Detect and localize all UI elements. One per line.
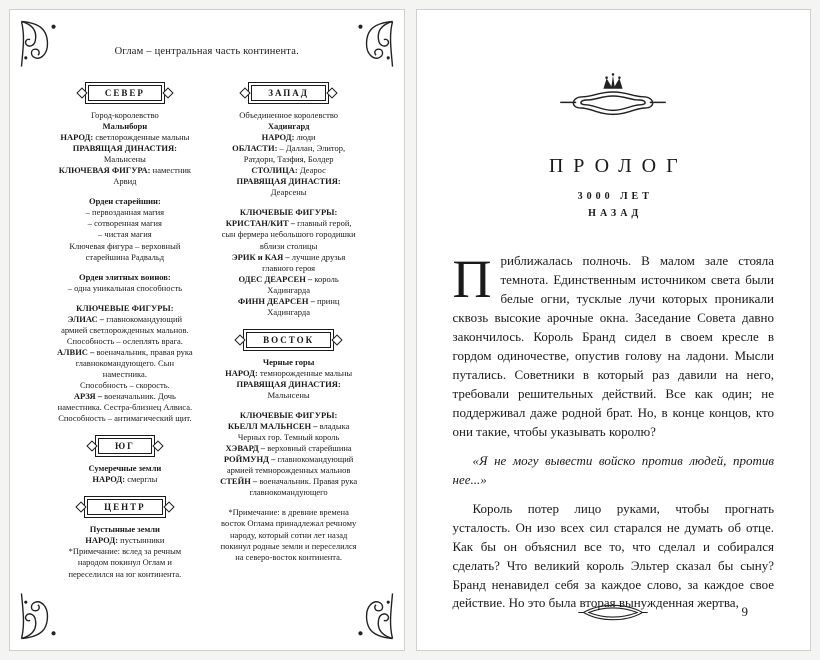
legend-paragraph: *Примечание: в древние времена восток Оглама принадлежал речному народу, который сотни лет назад покинул родные земли и переселился на северо-восток континента. <box>220 507 357 562</box>
page-number: 9 <box>741 604 748 619</box>
legend-paragraph: Орден элитных воинов: – одна уникальная способность <box>67 271 183 293</box>
filigree-corner-icon <box>344 18 396 70</box>
legend-paragraph: КЛЮЧЕВЫЕ ФИГУРЫ: ЭЛИАС – главнокомандующий армией светлорожденных мальнов. Способность – ослеплять врага. АЛВИС – военачальник, правая рука главнокомандующего. Сын наместника. Способность – скорость. АРЗЯ – военачальник. Дочь наместника. Сестра-близнец Алвиса. Способность – антимагический щит. <box>57 302 193 424</box>
section-banner: ЮГ <box>98 438 152 454</box>
legend-column <box>220 71 358 572</box>
section-banner-wrap <box>56 436 194 454</box>
chapter-subtitle-line2: НАЗАД <box>588 208 643 219</box>
section-banner-wrap <box>220 83 358 101</box>
section-banner: ВОСТОК <box>246 332 331 348</box>
body-paragraph: Король потер лицо руками, чтобы прогнать усталость. Он изо всех сил старался не думать об отце. Как бы он объяснил все то, что сделал и собирался сделать? Что великий король Эльтер сказал бы сыну? Бранд ненавидел себя за каждое слово, за каждое свое действие. Но это была вторая вынужденная жертва, <box>452 500 774 611</box>
crown-cartouche-icon <box>453 72 775 133</box>
legend-paragraph: Объединенное королевство Хадингард НАРОД: люди ОБЛАСТИ: – Даллан, Элитор, Ратдорн, Таэфия, Болдер СТОЛИЦА: Деарос ПРАВЯЩАЯ ДИНАСТИЯ: Деарсены <box>232 110 346 198</box>
body-paragraph: «Я не могу вывести войско против людей, против нее...» <box>452 452 774 487</box>
legend-columns <box>56 71 358 589</box>
section-banner-wrap <box>220 330 358 348</box>
page-footer <box>417 598 811 628</box>
section-banner: СЕВЕР <box>88 85 162 101</box>
chapter-subtitle-line1: 3000 ЛЕТ <box>577 191 653 202</box>
left-page <box>9 9 405 651</box>
body-text <box>452 249 775 613</box>
legend-paragraph: Пустынные земли НАРОД: пустынники *Примечание: вслед за речным народом покинул Оглам и переселился на юг континента. <box>68 524 182 579</box>
drop-cap: П <box>452 249 492 309</box>
body-paragraph: Приближалась полночь. В малом зале стояла темнота. Единственным источником света были белые огни, тусклые лучи которых проникали сквозь высокие арочные окна. Заседание Совета давно закончилось. Король Бранд сидел в своем кресле в гордом одиночестве, опустив голову на ладони. Мысли путались. Советники в который раз давили на него, требовали решительных действий. Все как один; не поддерживал даже родной брат. Но, в конце концов, кто они такие, чтобы указывать королю? <box>452 249 774 439</box>
legend-paragraph: Черные горы НАРОД: темнорожденные мальны ПРАВЯЩАЯ ДИНАСТИЯ: Мальнсены <box>225 356 353 400</box>
section-banner: ЦЕНТР <box>87 499 163 515</box>
section-banner-wrap <box>56 83 194 101</box>
prologue-content <box>417 10 811 639</box>
legend-paragraph: Город-королевство Мальнборн НАРОД: светлорожденные мальны ПРАВЯЩАЯ ДИНАСТИЯ: Мальнсены КЛЮЧЕВАЯ ФИГУРА: наместник Арвид <box>58 110 192 187</box>
filigree-corner-icon <box>18 18 70 70</box>
legend-column <box>56 71 194 589</box>
legend-paragraph: КЛЮЧЕВЫЕ ФИГУРЫ: КЬЕЛЛ МАЛЬНСЕН – владыка Черных гор. Темный король ХЭВАРД – верховный старейшина РОЙМУНД – главнокомандующий армией темнорожденных мальнов СТЕЙН – военачальник. Правая рука главнокомандующего <box>220 410 358 498</box>
chapter-subtitle <box>453 188 775 222</box>
legend-paragraph: КЛЮЧЕВЫЕ ФИГУРЫ: КРИСТАН/КИТ – главный герой, сын фермера небольшого городишки вблизи столицы ЭРИК и КАЯ – лучшие друзья главного героя ОДЕС ДЕАРСЕН – король Хадингарда ФИНН ДЕАРСЕН – принц Хадингарда <box>221 207 356 317</box>
legend-paragraph: Орден старейшин: – первозданная магия – сотворенная магия – чистая магия Ключевая фигура – верховный старейшина Радвальд <box>69 196 181 262</box>
map-legend-title: Оглам – центральная часть континента. <box>114 46 299 57</box>
chapter-title: ПРОЛОГ <box>548 155 688 177</box>
section-banner-wrap <box>56 497 194 515</box>
section-banner: ЗАПАД <box>251 85 326 101</box>
filigree-corner-icon <box>18 590 70 642</box>
filigree-corner-icon <box>344 590 396 642</box>
legend-paragraph: Сумеречные земли НАРОД: смерглы <box>88 463 162 485</box>
right-page <box>416 9 812 651</box>
legend-content <box>10 10 404 603</box>
oval-cartouche-icon <box>577 602 649 628</box>
